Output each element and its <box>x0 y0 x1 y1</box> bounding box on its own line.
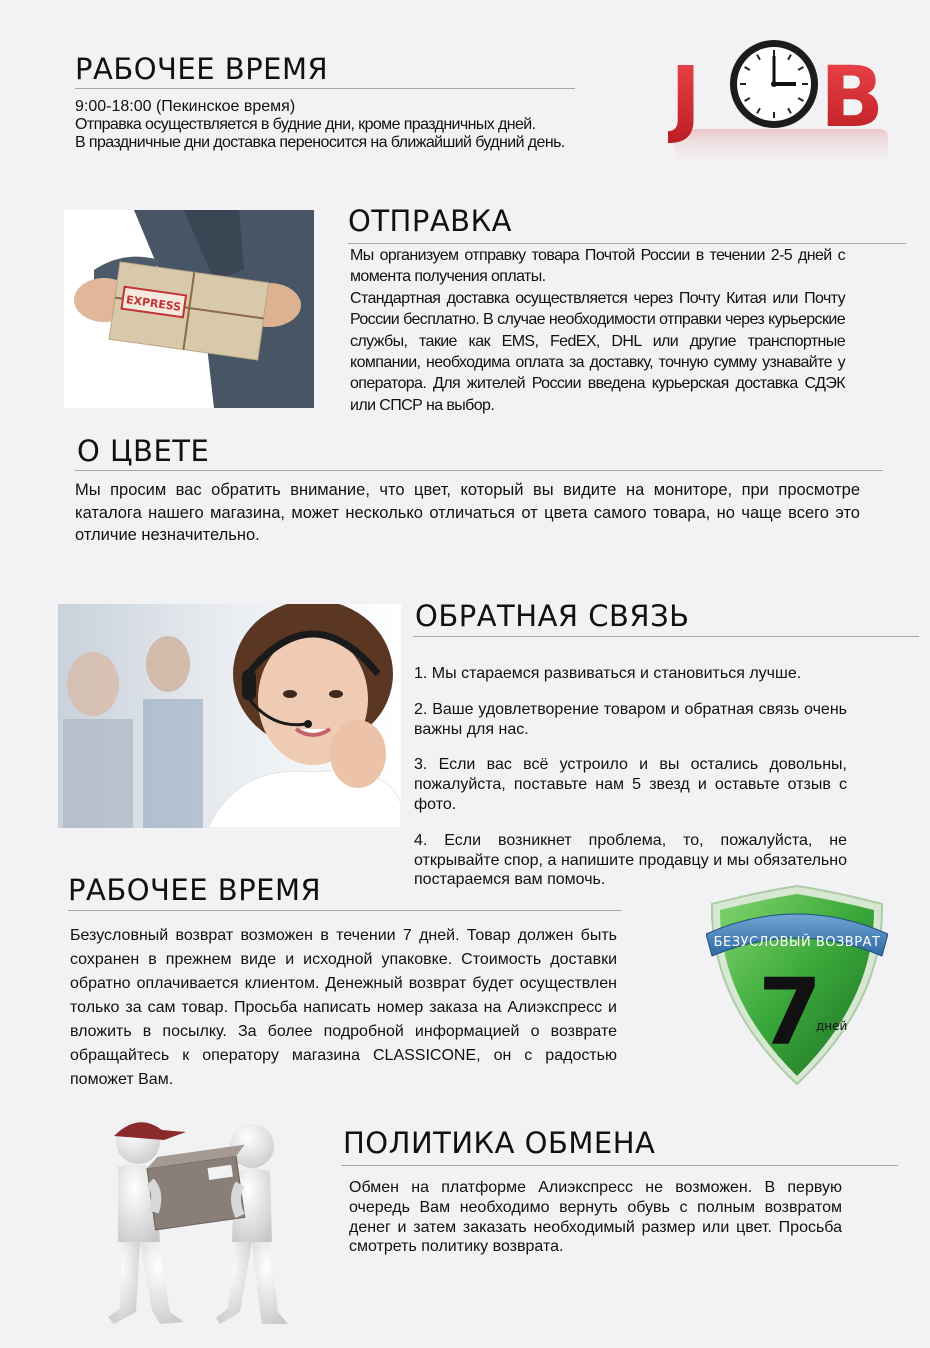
feedback-item: 2. Ваше удовлетворение товаром и обратная связь очень важны для нас. <box>414 700 847 738</box>
feedback-item: 1. Мы стараемся развиваться и становиться лучше. <box>414 665 802 682</box>
work-time-rule <box>75 88 575 89</box>
support-operator-photo <box>58 604 401 828</box>
color-heading: О ЦВЕТЕ <box>77 434 210 468</box>
shipping-photo <box>64 210 314 408</box>
feedback-rule <box>413 636 919 637</box>
feedback-item: 4. Если возникнет проблема, то, пожалуйста, не открывайте спор, а напишите продавцу и мы обязательно постараемся вам помочь. <box>414 831 847 889</box>
returns-rule <box>68 910 622 911</box>
shipping-paragraph-2: Стандартная доставка осуществляется через Почту Китая или Почту России бесплатно. В случае необходимости отправки через курьерские службы, такие как EMS, FedEX, DHL или другие транспортные компании, необходима оплата за доставку, точную сумму узнавайте у оператора. Для жителей России введена курьерская доставка СДЭК или СПСР на выбор. <box>350 289 845 414</box>
return-7-days-badge <box>706 882 888 1088</box>
exchange-heading: ПОЛИТИКА ОБМЕНА <box>343 1126 656 1160</box>
shipping-rule <box>348 243 906 244</box>
color-rule <box>75 470 883 471</box>
clock-icon <box>730 40 818 128</box>
feedback-item: 3. Если вас всё устроило и вы остались довольны, пожалуйста, поставьте нам 5 звезд и оставьте отзыв с фото. <box>414 756 847 813</box>
holiday-note: В праздничные дни доставка переносится на ближайший будний день. <box>75 134 565 151</box>
returns-text: Безусловный возврат возможен в течении 7 дней. Товар должен быть сохранен в прежнем виде и исходной упаковке. Стоимость доставки обратно оплачивается клиентом. Денежный возврат будет осуществлен только за сам товар. Просьба написать номер заказа на Алиэкспресс и вложить в посылку. За более подробной информацией о возврате обращайтесь к оператору магазина CLASSICONE, он с радостью поможет Вам. <box>70 927 617 1088</box>
work-time-text <box>75 98 570 152</box>
job-logo <box>668 34 898 184</box>
returns-heading: РАБОЧЕЕ ВРЕМЯ <box>68 873 322 907</box>
badge-number: 7 <box>757 959 823 1066</box>
work-days-note: Отправка осуществляется в будние дни, кроме праздничных дней. <box>75 116 536 133</box>
badge-banner-text: БЕЗУСЛОВЫЙ ВОЗВРАТ <box>713 935 881 950</box>
shipping-paragraph-1: Мы организуем отправку товара Почтой России в течении 2-5 дней с момента получения оплаты. <box>350 247 845 286</box>
express-label: EXPRESS <box>125 293 182 314</box>
badge-unit: дней <box>816 1019 848 1033</box>
exchange-rule <box>341 1165 898 1166</box>
feedback-list <box>414 648 847 906</box>
color-text: Мы просим вас обратить внимание, что цвет, который вы видите на мониторе, при просмотре каталога нашего магазина, может несколько отличаться от цвета самого товара, но чаще всего это отличие незначительно. <box>75 481 860 544</box>
feedback-heading: ОБРАТНАЯ СВЯЗЬ <box>415 599 690 633</box>
shipping-heading: ОТПРАВКА <box>348 204 512 238</box>
work-hours: 9:00-18:00 (Пекинское время) <box>75 98 296 115</box>
logo-letter-b: B <box>820 48 885 146</box>
movers-illustration <box>100 1112 290 1337</box>
logo-letter-j: J <box>670 48 702 146</box>
work-time-heading: РАБОЧЕЕ ВРЕМЯ <box>75 52 329 86</box>
shipping-text <box>350 245 845 416</box>
exchange-text: Обмен на платформе Алиэкспресс не возможен. В первую очередь Вам необходимо вернуть обувь с полным возвратом денег и затем заказать необходимый размер или цвет. Просьба смотреть политику возврата. <box>349 1179 842 1256</box>
